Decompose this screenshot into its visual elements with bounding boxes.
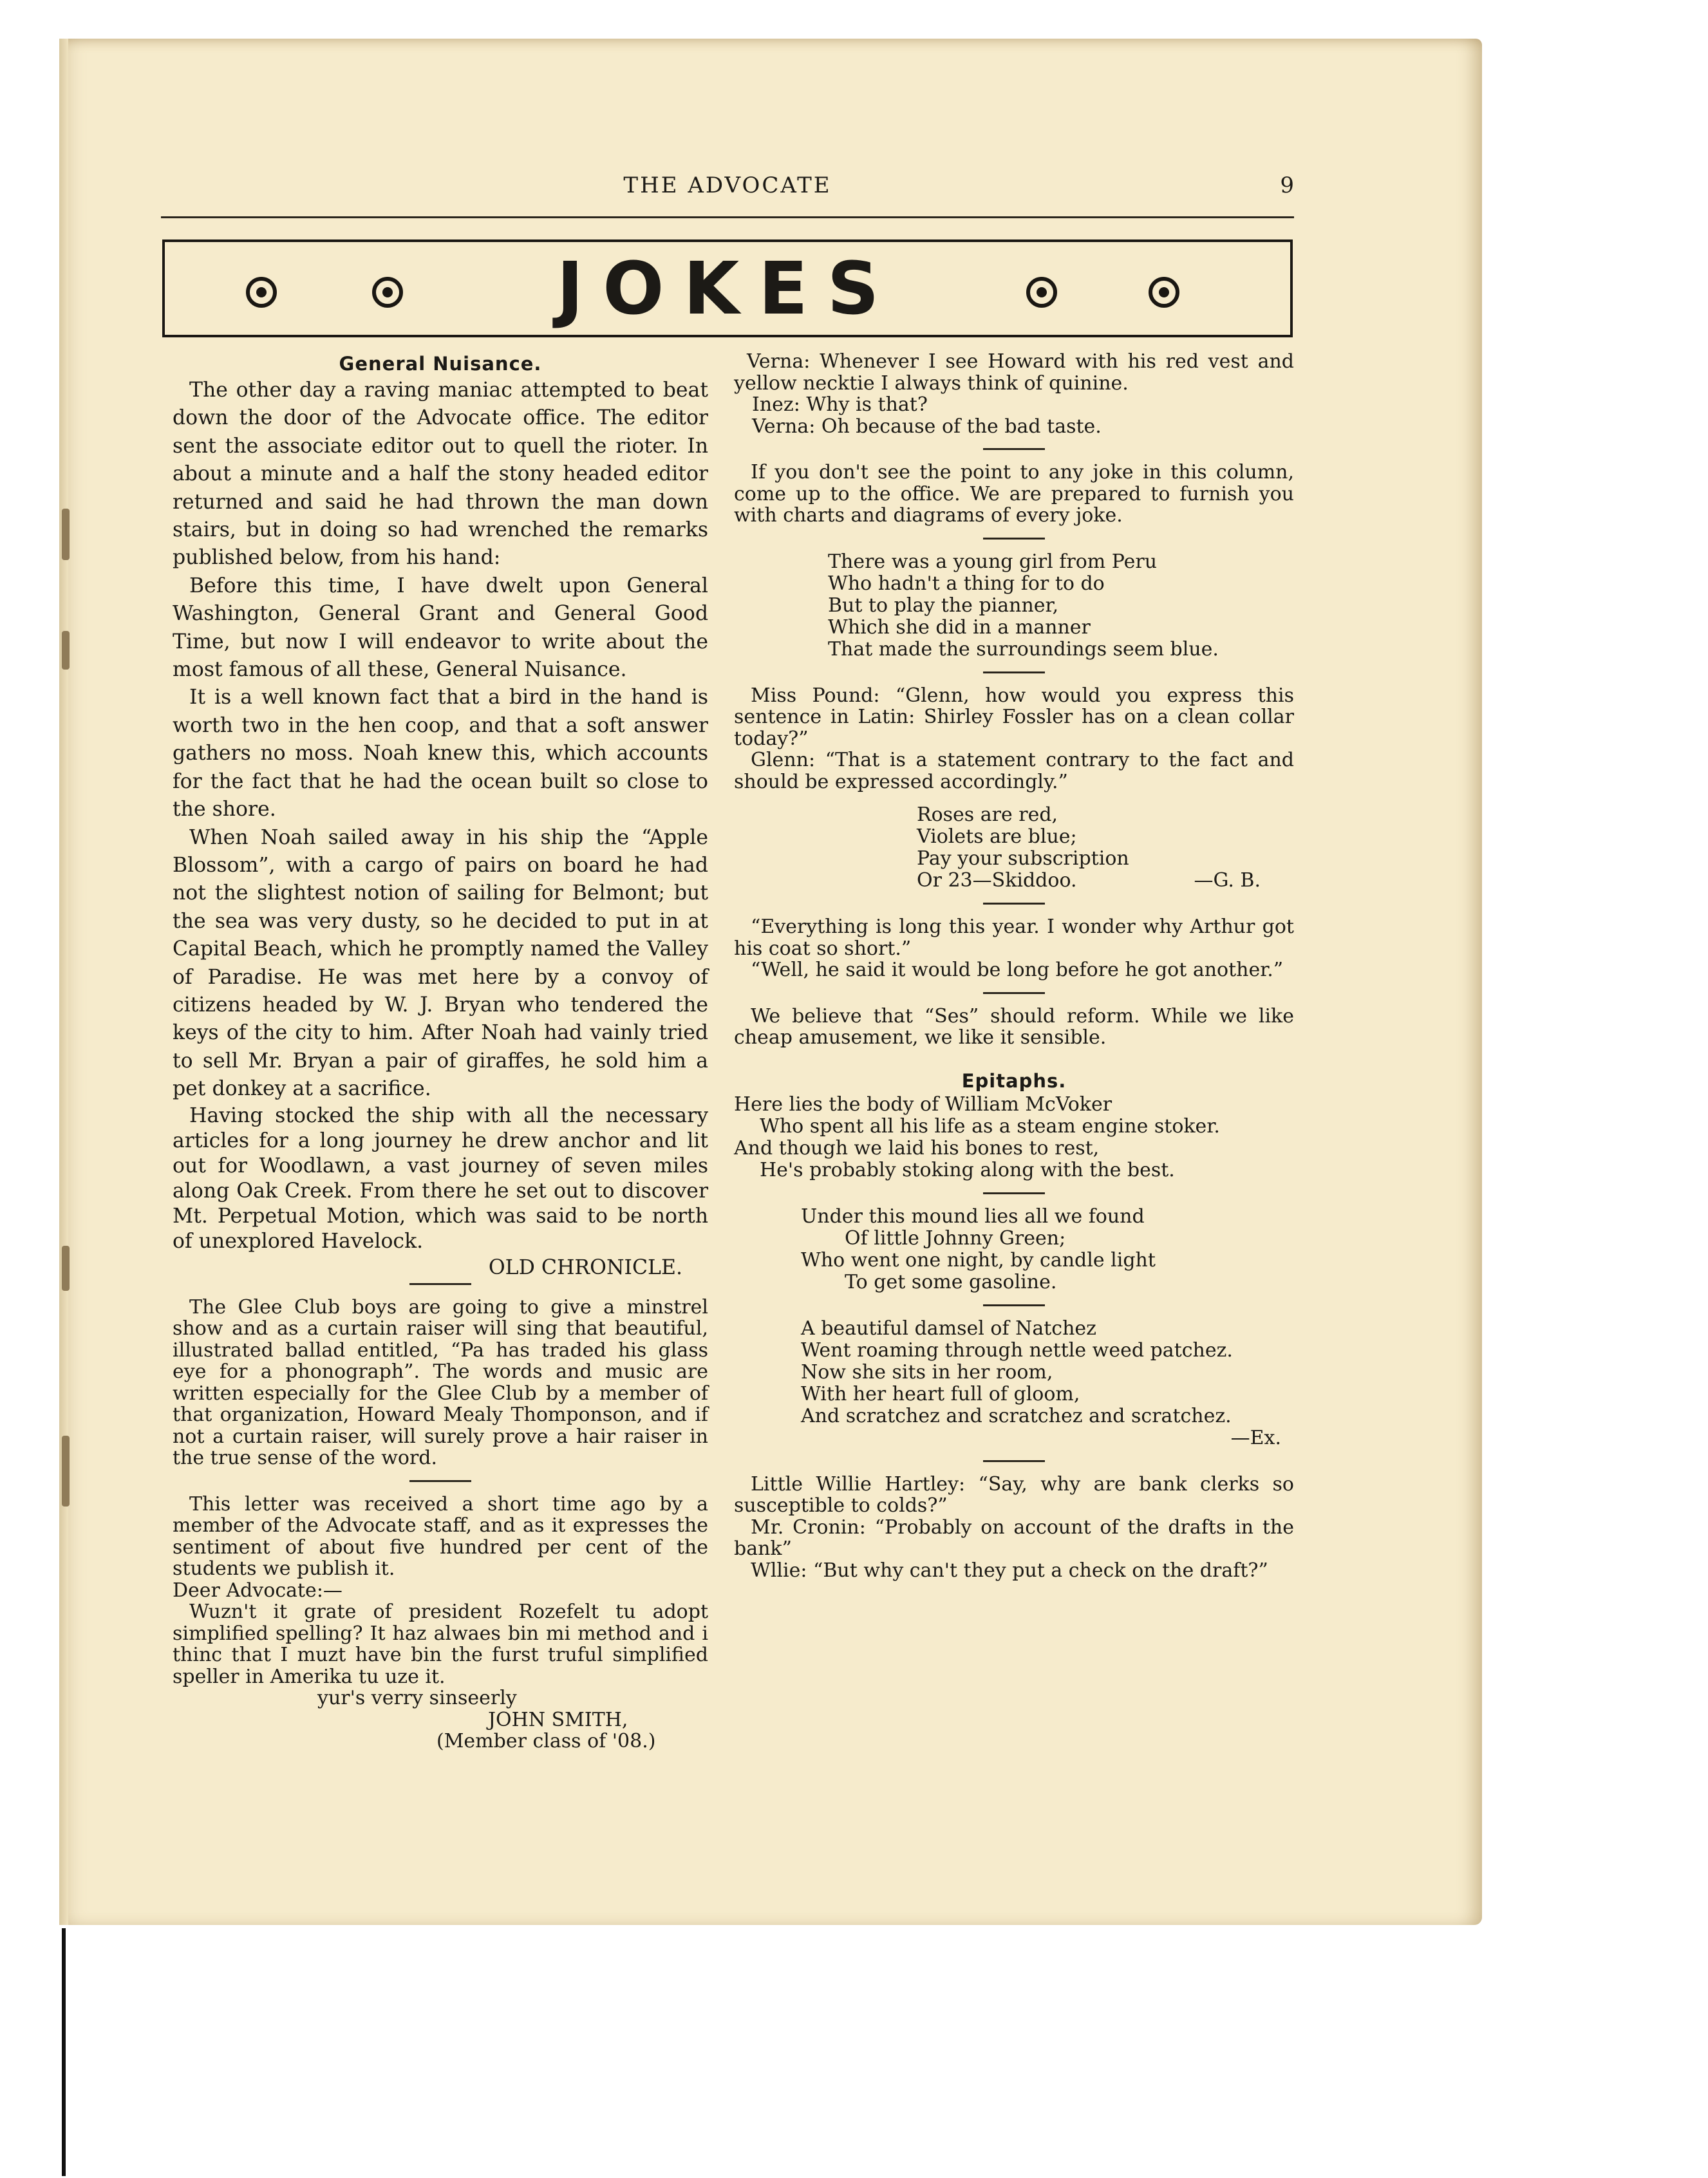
verse-line: That made the surroundings seem blue.: [828, 637, 1219, 661]
paragraph: The other day a raving maniac attempted to beat down the door of the Advocate office. The editor sent the associate editor out to quell the rioter. In about a minute and a half the stony headed editor returned and said he had thrown the man down stairs, but in doing so had wrenched the remarks published below, from his hand:: [173, 379, 708, 570]
page-spine: [59, 39, 68, 1925]
joke-line: Wllie: “But why can't they put a check on the draft?”: [751, 1559, 1268, 1582]
joke-line: “Well, he said it would be long before he got another.”: [751, 959, 1284, 981]
page-header: [161, 173, 1294, 211]
paragraph: It is a well known fact that a bird in the hand is worth two in the hen coop, and that a soft answer gathers no moss. Noah knew this, which accounts for the fact that he had the ocean built so close to the shore.: [173, 686, 708, 821]
page-number: 9: [1280, 173, 1294, 198]
binding-staple: [62, 509, 70, 560]
swirl-ornament-icon: [1025, 276, 1058, 309]
joke-line: “Everything is long this year. I wonder why Arthur got his coat so short.”: [734, 915, 1294, 960]
verse-line: Went roaming through nettle weed patchez.: [801, 1338, 1233, 1362]
binding-staple: [62, 631, 70, 670]
verse-line: And scratchez and scratchez and scratchez.: [801, 1404, 1232, 1427]
verse-line: Who spent all his life as a steam engine stoker.: [760, 1114, 1220, 1138]
verse-line: Under this mound lies all we found: [801, 1205, 1145, 1228]
joke-line: Verna: Oh because of the bad taste.: [752, 415, 1102, 438]
paragraph: This letter was received a short time ago by a member of the Advocate staff, and as it expresses the sentiment of about five hundred per cent of the students we publish it.: [173, 1492, 708, 1581]
joke-line: Verna: Whenever I see Howard with his red vest and yellow necktie I always think of quinine.: [734, 350, 1294, 395]
epitaph-verse: [734, 1094, 1294, 1181]
verse-line: Who hadn't a thing for to do: [828, 572, 1105, 595]
verse-line: Of little Johnny Green;: [845, 1226, 1066, 1250]
swirl-ornament-icon: [1147, 276, 1181, 309]
joke-line: Miss Pound: “Glenn, how would you express this sentence in Latin: Shirley Fossler has on a clean collar today?”: [734, 684, 1294, 750]
verse-line: Or 23—Skiddoo.: [917, 869, 1077, 892]
limerick-verse: [734, 551, 1294, 661]
verse-line: Here lies the body of William McVoker: [734, 1093, 1112, 1116]
header-rule: [161, 216, 1294, 218]
verse-line: But to play the pianner,: [828, 594, 1059, 617]
paragraph: Having stocked the ship with all the necessary articles for a long journey he drew anchor and lit out for Woodlawn, a vast journey of seven miles along Oak Creek. From there he set out to discover Mt. Perpetual Motion, which was said to be north of unexplored Havelock.: [173, 1103, 708, 1253]
signature-name: JOHN SMITH,: [488, 1708, 628, 1731]
verse-line: Who went one night, by candle light: [801, 1248, 1156, 1272]
section-title: JOKES: [556, 247, 899, 331]
verse-line: A beautiful damsel of Natchez: [801, 1317, 1096, 1340]
separator-rule: [409, 1283, 471, 1285]
separator-rule: [983, 1460, 1045, 1462]
binding-edge: [62, 1928, 66, 2176]
separator-rule: [409, 1480, 471, 1482]
signature: OLD CHRONICLE.: [488, 1255, 682, 1279]
running-title: THE ADVOCATE: [623, 173, 832, 198]
verse-signature: —G. B.: [1194, 869, 1261, 892]
separator-rule: [983, 538, 1045, 540]
joke-line: Little Willie Hartley: “Say, why are bank clerks so susceptible to colds?”: [734, 1472, 1294, 1517]
epitaph-verse: [734, 1318, 1294, 1427]
paragraph: Before this time, I have dwelt upon General Washington, General Grant and General Good Time, but now I will endeavor to write about the most famous of all these, General Nuisance.: [173, 574, 708, 682]
verse-line: Which she did in a manner: [828, 615, 1091, 639]
verse-attribution: —Ex.: [1230, 1426, 1281, 1449]
joke-line: Mr. Cronin: “Probably on account of the drafts in the bank”: [734, 1516, 1294, 1560]
separator-rule: [983, 992, 1045, 994]
paragraph: Wuzn't it grate of president Rozefelt tu adopt simplified spelling? It haz alwaes bin mi method and i thinc that I muzt have bin the furst truful simplified speller in Amerika tu uze it.: [173, 1601, 708, 1688]
letter-salutation: Deer Advocate:—: [173, 1579, 343, 1602]
binding-staple: [62, 1436, 70, 1507]
paragraph: The Glee Club boys are going to give a minstrel show and as a curtain raiser will sing that beautiful, illustrated ballad entitled, “Pa has traded his glass eye for a phonograph”. The words and music are written especially for the Glee Club by a member of that organization, Howard Mealy Thomponson, and if not a curtain raiser, will surely prove a hair raiser in the true sense of the word.: [173, 1295, 708, 1470]
right-column: [734, 351, 1294, 1581]
joke-line: Inez: Why is that?: [752, 393, 928, 416]
separator-rule: [983, 1304, 1045, 1306]
binding-staple: [62, 1246, 70, 1291]
roses-verse: [734, 804, 1294, 892]
joke-line: If you don't see the point to any joke in this column, come up to the office. We are prepared to furnish you with charts and diagrams of every joke.: [734, 461, 1294, 527]
verse-line: With her heart full of gloom,: [801, 1382, 1080, 1405]
left-column: [173, 351, 708, 1752]
jokes-banner: [162, 239, 1293, 337]
verse-line: Pay your subscription: [917, 847, 1129, 870]
article-heading: General Nuisance.: [339, 353, 542, 375]
verse-line: Violets are blue;: [917, 825, 1077, 848]
verse-line: And though we laid his bones to rest,: [734, 1136, 1100, 1159]
verse-line: Roses are red,: [917, 803, 1058, 826]
signature-class: (Member class of '08.): [436, 1730, 656, 1753]
separator-rule: [983, 903, 1045, 905]
letter-closing: yur's verry sinseerly: [317, 1687, 517, 1710]
joke-line: Glenn: “That is a statement contrary to the fact and should be expressed accordingly.”: [734, 749, 1294, 793]
verse-line: Now she sits in her room,: [801, 1360, 1053, 1384]
verse-line: He's probably stoking along with the best.: [760, 1158, 1175, 1181]
separator-rule: [983, 671, 1045, 673]
separator-rule: [983, 1192, 1045, 1194]
epitaphs-heading: Epitaphs.: [961, 1069, 1067, 1092]
epitaph-verse: [734, 1206, 1294, 1293]
paragraph: When Noah sailed away in his ship the “Apple Blossom”, with a cargo of pairs on board he had not the slightest notion of sailing for Belmont; but the sea was very dusty, so he decided to put in at Capital Beach, which he promptly named the Valley of Paradise. He was met here by a convoy of citizens headed by W. J. Bryan who tendered the keys of the city to him. After Noah had vainly tried to sell Mr. Bryan a pair of giraffes, he sold him a pet donkey at a sacrifice.: [173, 825, 708, 1101]
joke-line: We believe that “Ses” should reform. While we like cheap amusement, we like it sensible.: [734, 1004, 1294, 1049]
separator-rule: [983, 448, 1045, 450]
verse-line: There was a young girl from Peru: [828, 550, 1158, 573]
verse-line: To get some gasoline.: [845, 1270, 1057, 1293]
